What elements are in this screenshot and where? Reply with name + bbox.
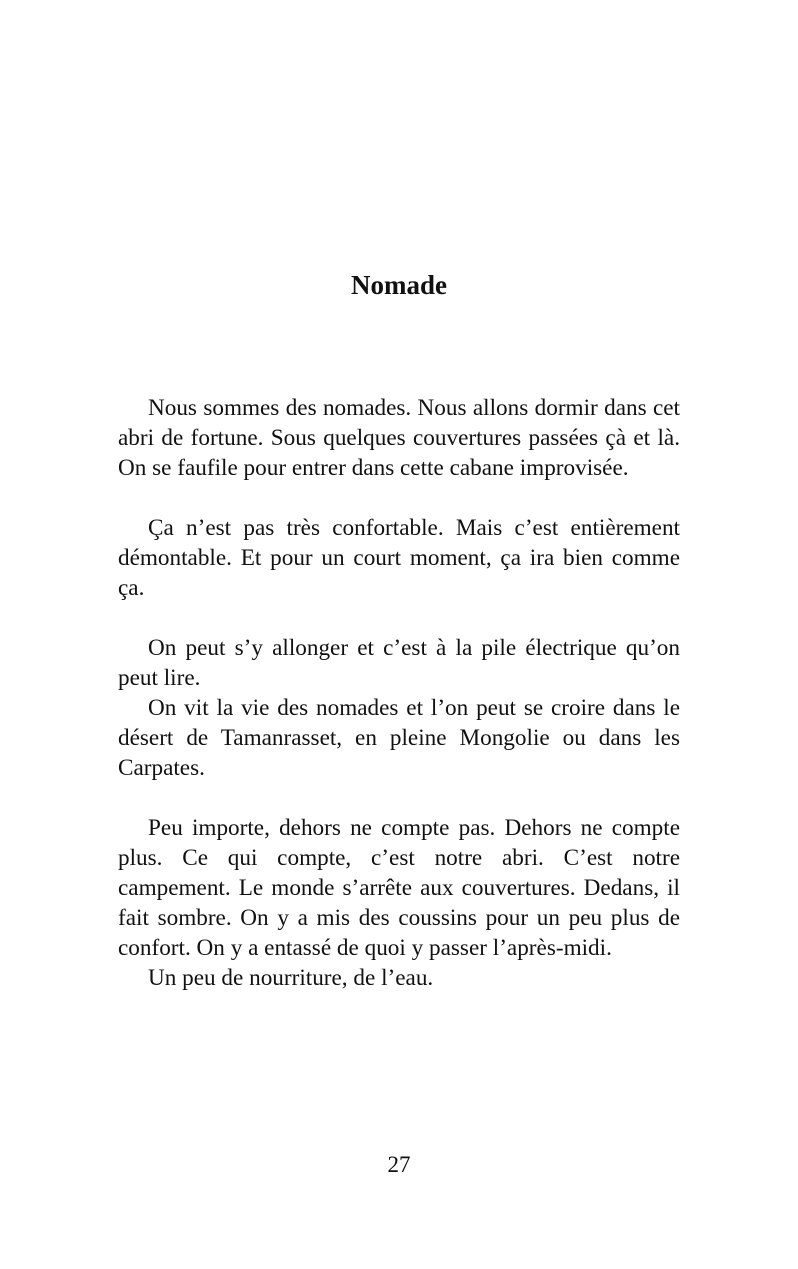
- paragraph-2: Ça n’est pas très confortable. Mais c’est entièrement démontable. Et pour un court moment, ça ira bien comme ça.: [118, 515, 680, 601]
- paragraph-4: On vit la vie des nomades et l’on peut se croire dans le désert de Tamanrasset, en pleine Mongolie ou dans les Carpates.: [118, 695, 680, 781]
- page-number: 27: [387, 1152, 411, 1177]
- paragraph-5: Peu importe, dehors ne compte pas. Dehors ne compte plus. Ce qui compte, c’est notre abri. C’est notre campement. Le monde s’arrête aux couvertures. Dedans, il fait sombre. On y a mis des coussins pour un peu plus de confort. On y a entassé de quoi y passer l’après-midi.: [118, 815, 680, 961]
- paragraph-6: Un peu de nourriture, de l’eau.: [148, 965, 434, 991]
- chapter-body: [118, 393, 680, 993]
- paragraph-1: Nous sommes des nomades. Nous allons dormir dans cet abri de fortune. Sous quelques couvertures passées çà et là. On se faufile pour entrer dans cette cabane improvisée.: [118, 395, 680, 481]
- chapter-title: Nomade: [351, 270, 447, 300]
- paragraph-3: On peut s’y allonger et c’est à la pile électrique qu’on peut lire.: [118, 635, 680, 691]
